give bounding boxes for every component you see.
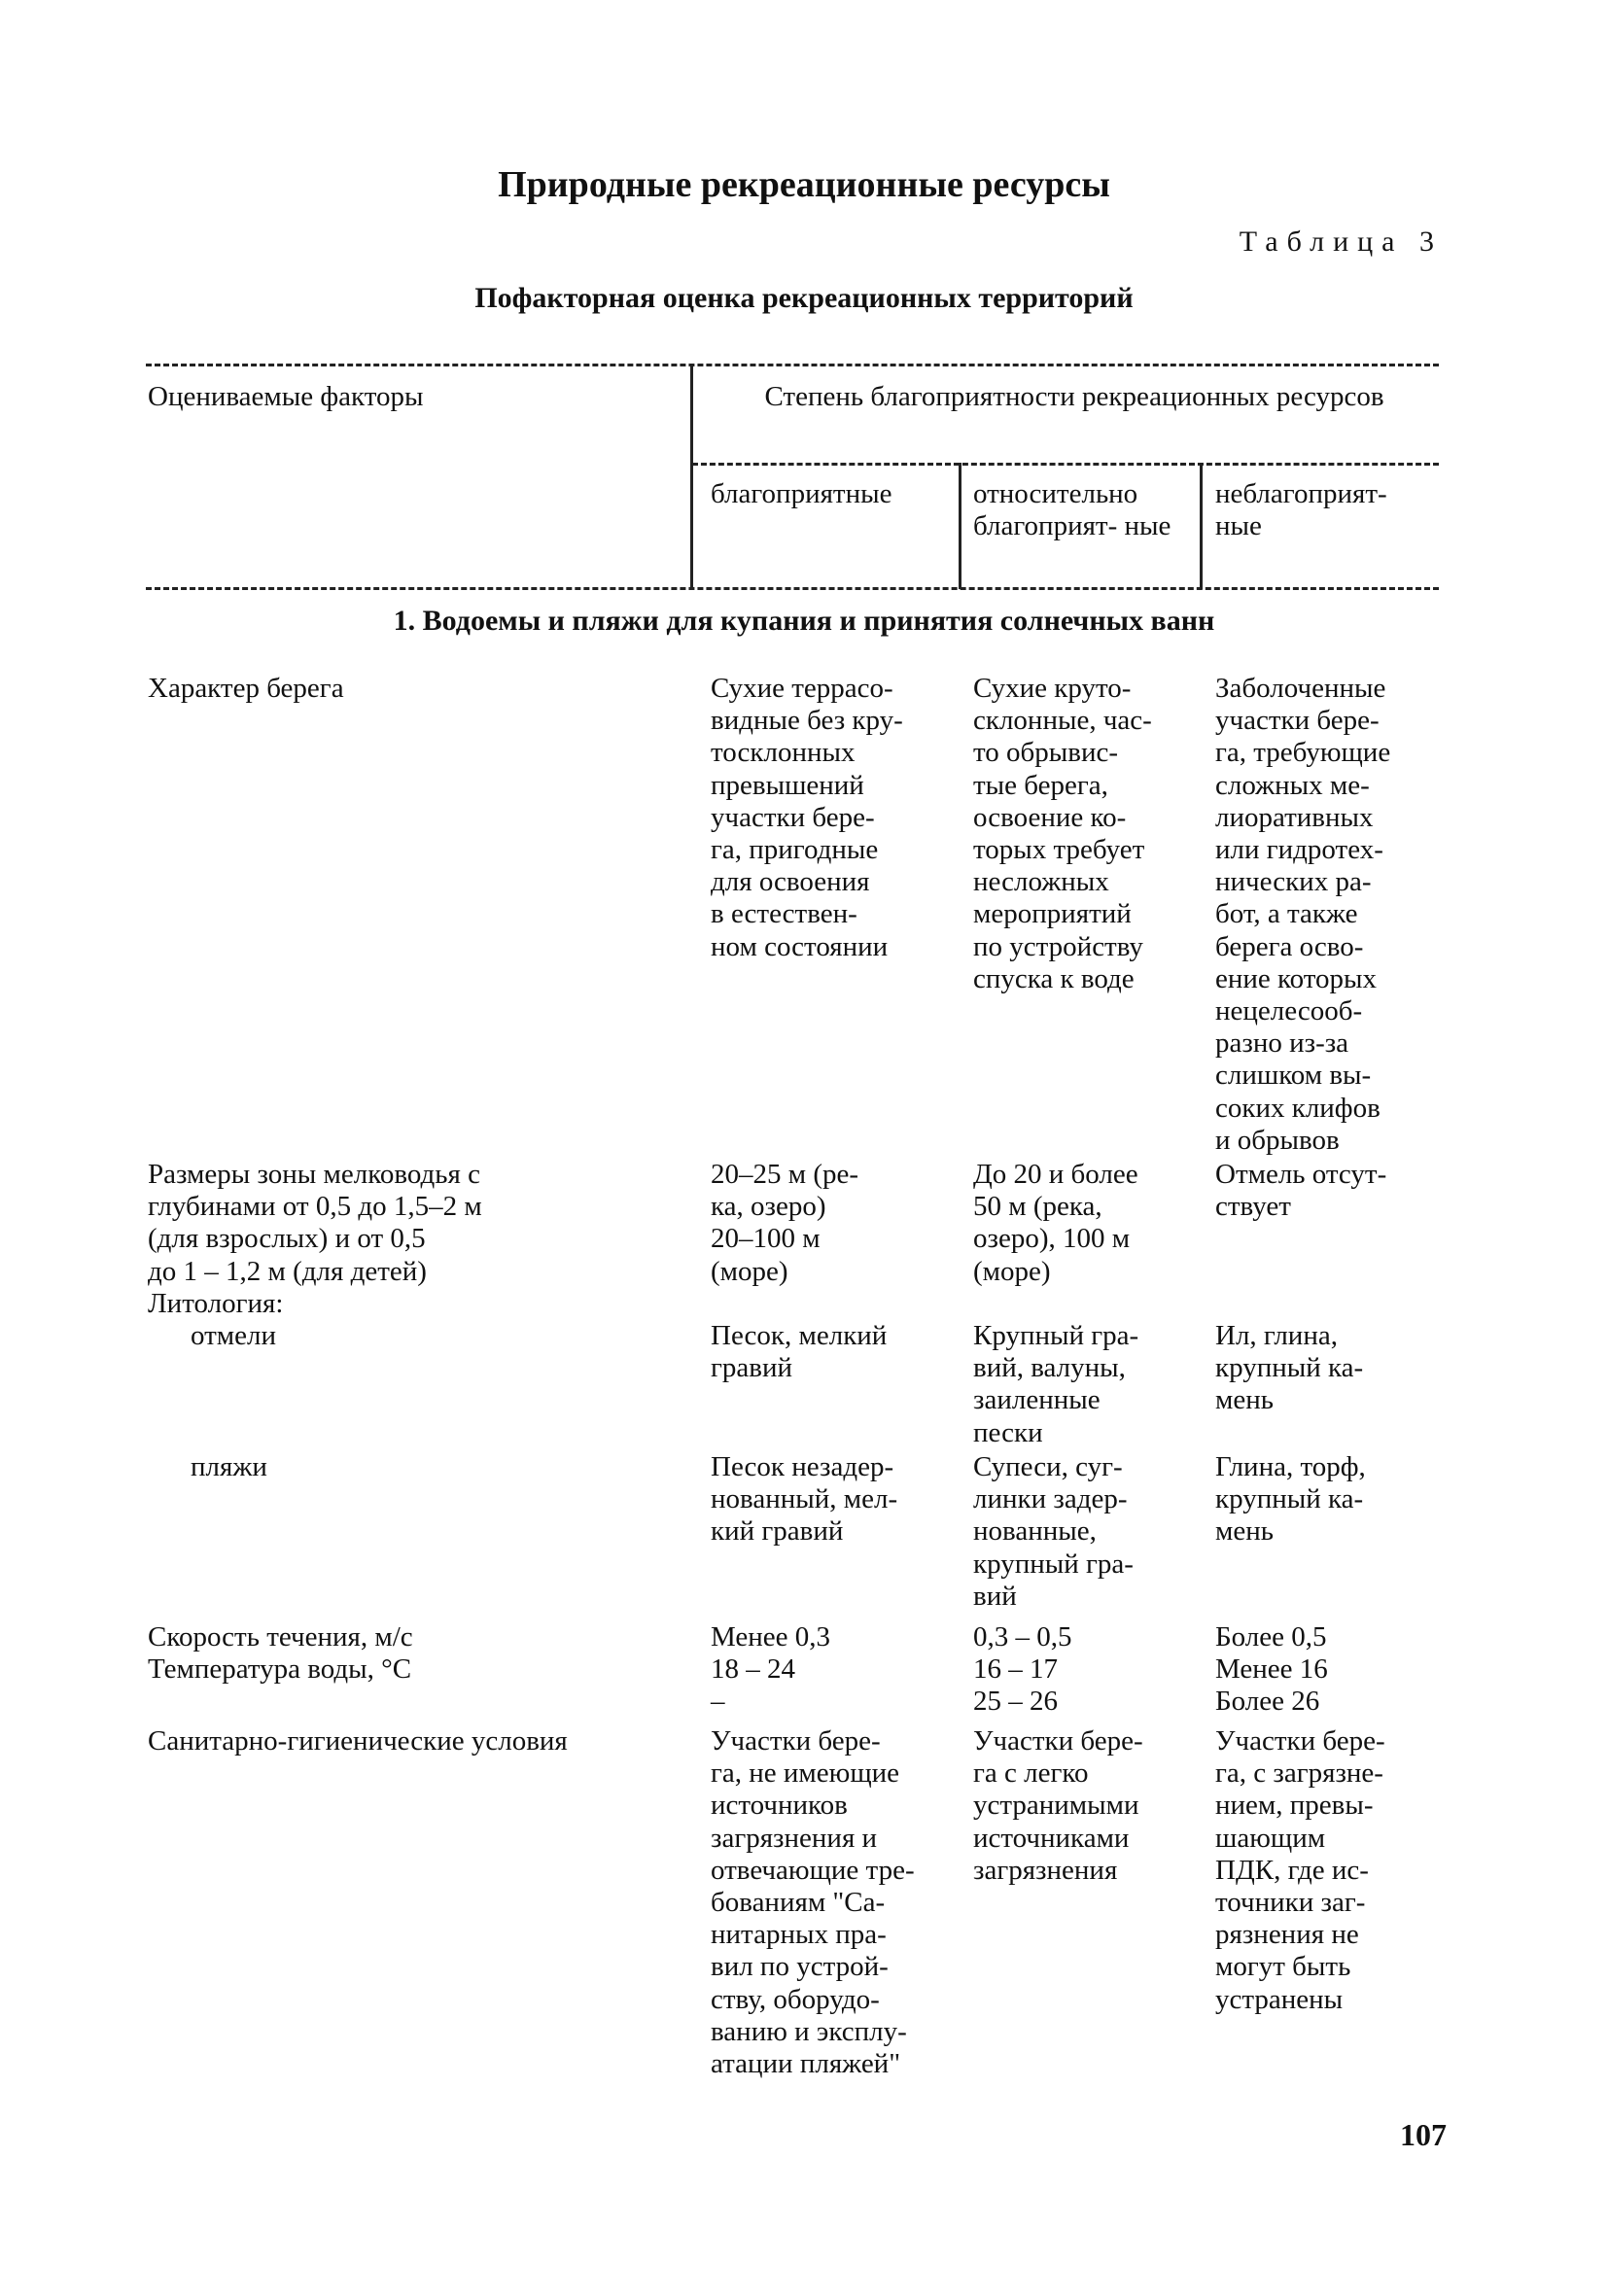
- factor-cell: Размеры зоны мелководья с глубинами от 0,5 до 1,5–2 м (для взрослых) и от 0,5 до 1 – 1,2 м (для детей) Литология:: [148, 1159, 482, 1319]
- table-label: Таблица 3: [1239, 226, 1443, 258]
- section-heading: 1. Водоемы и пляжи для купания и принятия солнечных ванн: [393, 605, 1215, 637]
- unfavorable-cell: Заболоченные участки бере- га, требующие сложных ме- лиоративных или гидротех- нических ра- бот, а также берега осво- ение которых нецелесооб- разно из-за слишком вы- соких клифов и обрывов: [1215, 673, 1391, 1156]
- relatively-favorable-cell: 0,3 – 0,5 16 – 17 25 – 26: [973, 1621, 1072, 1718]
- header-col3: неблагоприят- ные: [1215, 478, 1387, 541]
- unfavorable-cell: Более 0,5 Менее 16 Более 26: [1215, 1621, 1328, 1718]
- header-factors: Оцениваемые факторы: [148, 381, 424, 412]
- running-title: Природные рекреационные ресурсы: [498, 164, 1110, 205]
- unfavorable-cell: Участки бере- га, с загрязне- нием, превы- шающим ПДК, где ис- точники заг- рязнения не могут быть устранены: [1215, 1725, 1385, 2015]
- relatively-favorable-cell: Участки бере- га с легко устранимыми источниками загрязнения: [973, 1725, 1143, 1886]
- relatively-favorable-cell: Сухие круто- склонные, час- то обрывис- тые берега, освоение ко- торых требует несложных мероприятий по устройству спуска к воде: [973, 673, 1152, 994]
- header-divider-col3: [1200, 463, 1203, 589]
- unfavorable-cell: Ил, глина, крупный ка- мень: [1215, 1320, 1364, 1416]
- unfavorable-cell: Глина, торф, крупный ка- мень: [1215, 1451, 1366, 1548]
- favorable-cell: Песок незадер- нованный, мел- кий гравий: [711, 1451, 898, 1548]
- favorable-cell: Участки бере- га, не имеющие источников загрязнения и отвечающие тре- бованиям "Са- нитарных пра- вил по устрой- ству, оборудо- ванию и эксплу- атации пляжей": [711, 1725, 915, 2080]
- factor-cell: отмели: [191, 1320, 277, 1351]
- header-degree: Степень благоприятности рекреационных ресурсов: [764, 381, 1384, 412]
- table-caption: Пофакторная оценка рекреационных территорий: [474, 282, 1134, 314]
- relatively-favorable-cell: Крупный гра- вий, валуны, заиленные пески: [973, 1320, 1139, 1448]
- relatively-favorable-cell: Супеси, суг- линки задер- нованные, крупный гра- вий: [973, 1451, 1134, 1612]
- factor-cell: пляжи: [191, 1451, 267, 1482]
- header-top-rule: [146, 364, 1439, 366]
- factor-cell: Санитарно-гигиенические условия: [148, 1725, 568, 1757]
- header-divider-main: [690, 364, 693, 589]
- header-mid-rule: [692, 463, 1439, 466]
- favorable-cell: Песок, мелкий гравий: [711, 1320, 888, 1384]
- unfavorable-cell: Отмель отсут- ствует: [1215, 1159, 1387, 1223]
- page-number: 107: [1400, 2117, 1447, 2152]
- factor-cell: Скорость течения, м/с Температура воды, °С: [148, 1621, 413, 1686]
- favorable-cell: Сухие террасо- видные без кру- тосклонных превышений участки бере- га, пригодные для освоения в естествен- ном состоянии: [711, 673, 903, 962]
- header-bottom-rule: [146, 587, 1439, 590]
- header-divider-col2: [959, 463, 961, 589]
- favorable-cell: 20–25 м (ре- ка, озеро) 20–100 м (море): [711, 1159, 859, 1287]
- header-col1: благоприятные: [711, 478, 892, 509]
- factor-cell: Характер берега: [148, 673, 344, 704]
- header-col2: относительно благоприят- ные: [973, 478, 1171, 541]
- favorable-cell: Менее 0,3 18 – 24 –: [711, 1621, 831, 1718]
- relatively-favorable-cell: До 20 и более 50 м (река, озеро), 100 м (море): [973, 1159, 1138, 1287]
